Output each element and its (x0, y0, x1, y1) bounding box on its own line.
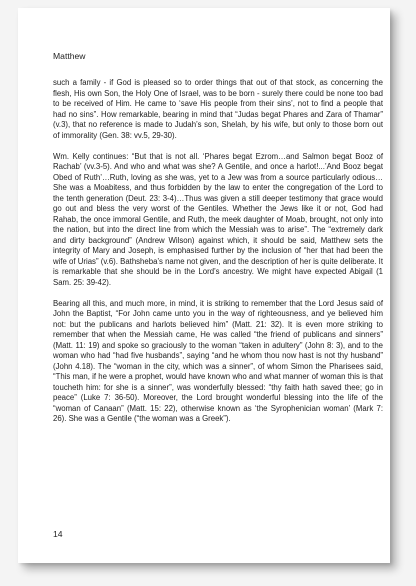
paragraph: Wm. Kelly continues: “But that is not all. ‘Phares begat Ezrom…and Salmon begat Booz of Rachab’ (vv.3-5). And who and what was she? A Gentile, and once a harlot!...’And Booz begat Obed of Ruth’…Ruth, loving as she was, yet to a Jew was from a source particularly odious…She was a Moabitess, and thus forbidden by the law to enter the congregation of the Lord to the tenth generation (Deut. 23: 3-4)…Thus was given a still deeper testimony that grace would go out and bless the very worst of the Gentiles. Whether the Jews like it or not, God had Rahab, the once immoral Gentile, and Ruth, the meek daughter of Moab, brought, not only into the nation, but into the direct line from which the Messiah was to arise”. The “extremely dark and dirty background” (Andrew Wilson) against which, it should be said, Matthew sets the integrity of Mary and Joseph, is emphasised further by the inclusion of “her that had been the wife of Urias” (v.6). Bathsheba’s name not given, and the description of her is quite deliberate. It is remarkable that she should be in the Lord’s ancestry. We might have expected Abigail (1 Sam. 25: 39-42). (53, 151, 383, 287)
paragraph: such a family - if God is pleased so to order things that out of that stock, as concerning the flesh, His own Son, the Holy One of Israel, was to be born - surely there could be none too bad to be received of Him. He came to ‘save His people from their sins’, not to find a people that had no sins”. How remarkable, bearing in mind that “Judas begat Phares and Zara of Thamar” (v.3), that no reference is made to Judah’s son, Shelah, by his wife, but only to those born out of immorality (Gen. 38: vv.5, 29-30). (53, 78, 383, 140)
book-page (18, 8, 390, 563)
paragraph: Bearing all this, and much more, in mind, it is striking to remember that the Lord Jesus said of John the Baptist, “For John came unto you in the way of righteousness, and ye believed him not: but the publicans and harlots believed him” (Matt. 21: 32). It is even more striking to remember that when the Messiah came, He was called “the friend of publicans and sinners” (Matt. 11: 19) and spoke so graciously to the woman “taken in adultery” (John 8: 3), and to the woman who had “had five husbands”, saying “and he whom thou now hast is not thy husband” (John 4.18). The “woman in the city, which was a sinner”, of whom Simon the Pharisees said, “This man, if he were a prophet, would have known who and what manner of woman this is that toucheth him: for she is a sinner”, was wonderfully blessed: “thy faith hath saved thee; go in peace” (Luke 7: 36-50). Moreover, the Lord brought wonderful blessing into the life of the “woman of Canaan” (Matt. 15: 22), otherwise known as ‘the Syrophenician woman’ (Mark 7: 26). She was a Gentile (“the woman was a Greek”). (53, 298, 383, 423)
page-number: 14 (53, 529, 63, 539)
body-text (53, 78, 383, 435)
running-title: Matthew (53, 51, 86, 61)
